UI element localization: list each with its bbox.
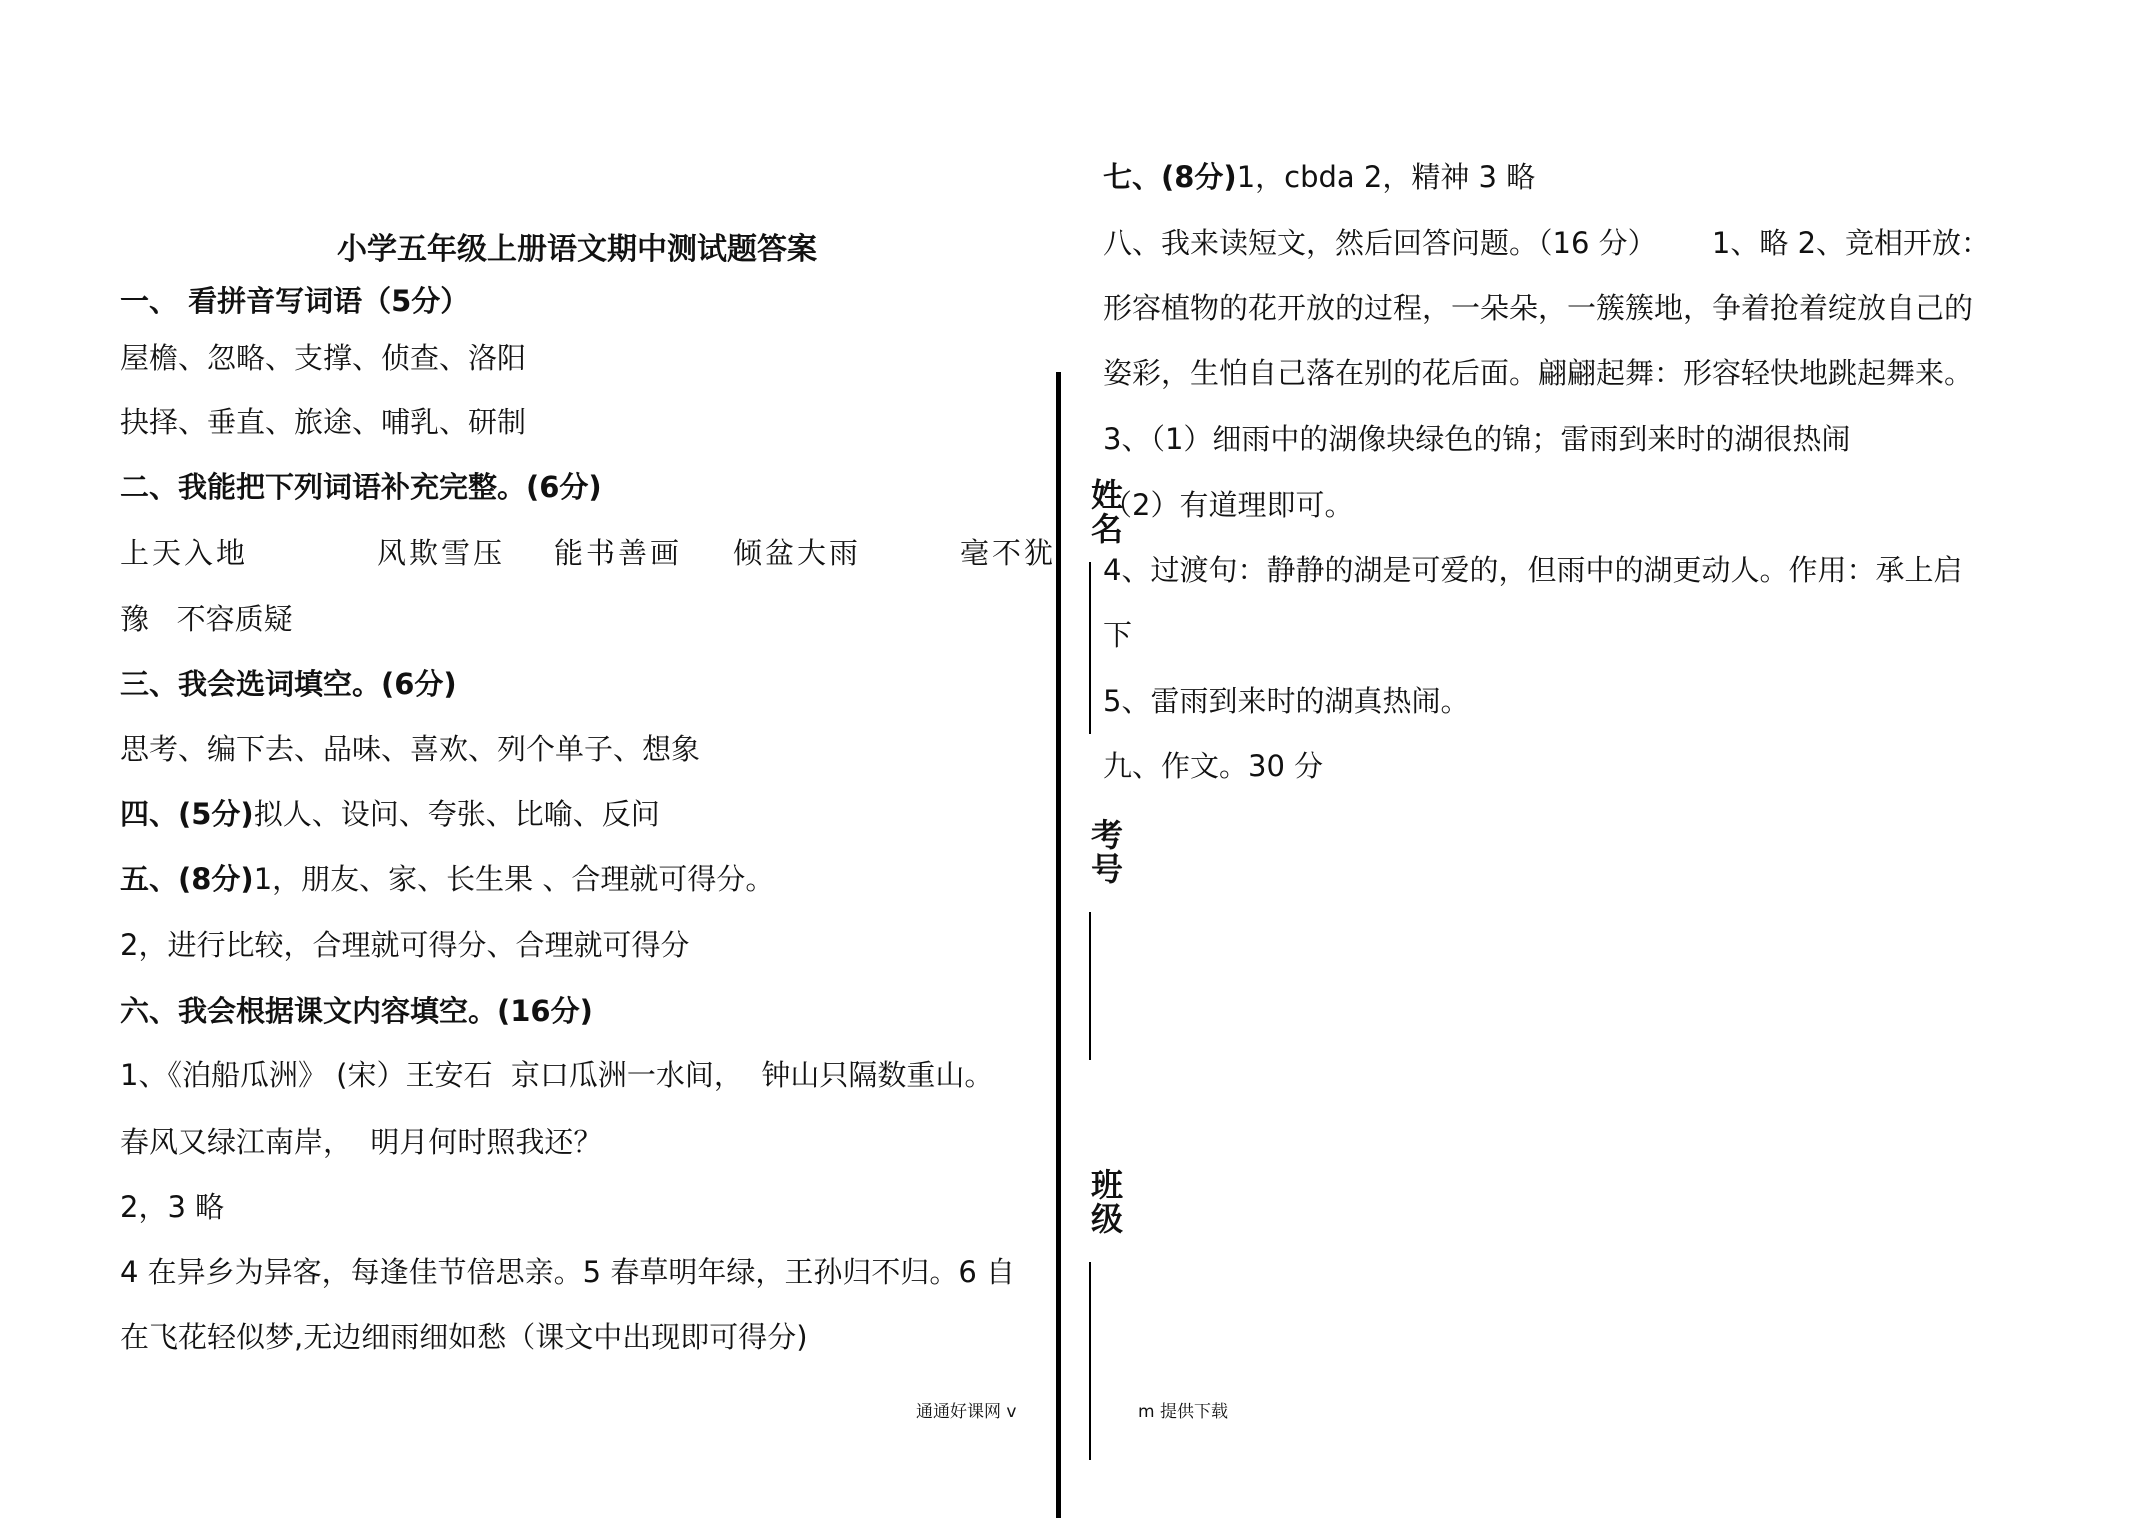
- section-6-answer-d: 4 在异乡为异客，每逢佳节倍思亲。5 春草明年绿，王孙归不归。6 自: [120, 1255, 1016, 1289]
- section-2-answers-b: 豫 不容质疑: [120, 602, 293, 636]
- section-8-line-c: 姿彩，生怕自己落在别的花后面。翩翩起舞：形容轻快地跳起舞来。: [1103, 356, 1974, 390]
- section-5-answers: 1，朋友、家、长生果 、合理就可得分。: [253, 862, 775, 896]
- section-2-item: 能书善画: [554, 536, 683, 570]
- section-5-row: [120, 861, 774, 897]
- section-7-heading: 七、(8分): [1103, 160, 1237, 194]
- section-4-heading: 四、(5分): [120, 797, 254, 831]
- section-8-line-g: 下: [1103, 618, 1133, 652]
- section-2-item: 倾盆大雨: [733, 536, 862, 570]
- section-3-heading: 三、我会选词填空。(6分): [120, 667, 457, 701]
- section-5-answers-b: 2，进行比较，合理就可得分、合理就可得分: [120, 928, 690, 962]
- section-1-answers-b: 抉择、垂直、旅途、哺乳、研制: [120, 405, 527, 439]
- section-6-answer-e: 在飞花轻似梦,无边细雨细如愁（课文中出现即可得分): [120, 1320, 808, 1354]
- section-8-line-e: （2）有道理即可。: [1103, 488, 1354, 522]
- section-1-heading: 一、 看拼音写词语（5分）: [120, 284, 470, 318]
- section-7-answers: 1，cbda 2，精神 3 略: [1236, 160, 1536, 194]
- name-label: 姓名: [1086, 478, 1124, 546]
- section-6-answer-c: 2，3 略: [120, 1190, 225, 1224]
- section-8-line-b: 形容植物的花开放的过程，一朵朵，一簇簇地，争着抢着绽放自己的: [1103, 291, 1974, 325]
- section-5-heading: 五、(8分): [120, 862, 254, 896]
- section-3-answers: 思考、编下去、品味、喜欢、列个单子、想象: [120, 732, 701, 766]
- section-2-item: 毫不犹: [960, 536, 1057, 570]
- section-7-row: [1103, 159, 1535, 195]
- section-4-answers: 拟人、设问、夸张、比喻、反问: [253, 797, 660, 831]
- class-label: 班级: [1086, 1168, 1124, 1236]
- section-2-item: 风欺雪压: [377, 536, 506, 570]
- page-title: 小学五年级上册语文期中测试题答案: [337, 232, 817, 267]
- section-9-heading: 九、作文。30 分: [1103, 749, 1324, 783]
- section-4-row: [120, 796, 660, 832]
- section-6-heading: 六、我会根据课文内容填空。(16分): [120, 994, 593, 1028]
- name-blank-line: [1089, 562, 1091, 734]
- left-column: [0, 0, 1058, 1518]
- footer-right-text: m 提供下载: [1138, 1402, 1228, 1422]
- section-8-line-a: 八、我来读短文，然后回答问题。（16 分） 1、略 2、竞相开放：: [1103, 226, 1991, 260]
- section-6-answer-b: 春风又绿江南岸， 明月何时照我还？: [120, 1125, 603, 1159]
- exam-number-label: 考号: [1086, 818, 1124, 886]
- column-divider: [1056, 372, 1061, 1518]
- footer-left-text: 通通好课网 v: [916, 1402, 1017, 1422]
- class-blank-line: [1089, 1262, 1091, 1460]
- section-6-answer-a: 1、《泊船瓜洲》 (宋）王安石 京口瓜洲一水间， 钟山只隔数重山。: [120, 1058, 994, 1092]
- section-8-line-d: 3、（1）细雨中的湖像块绿色的锦；雷雨到来时的湖很热闹: [1103, 422, 1851, 456]
- exam-number-blank-line: [1089, 912, 1091, 1060]
- section-2-item: 上天入地: [120, 536, 249, 570]
- section-8-line-h: 5、雷雨到来时的湖真热闹。: [1103, 684, 1470, 718]
- section-2-heading: 二、我能把下列词语补充完整。(6分): [120, 470, 602, 504]
- section-1-answers-a: 屋檐、忽略、支撑、侦查、洛阳: [120, 341, 527, 375]
- section-8-line-f: 4、过渡句：静静的湖是可爱的，但雨中的湖更动人。作用：承上启: [1103, 553, 1963, 587]
